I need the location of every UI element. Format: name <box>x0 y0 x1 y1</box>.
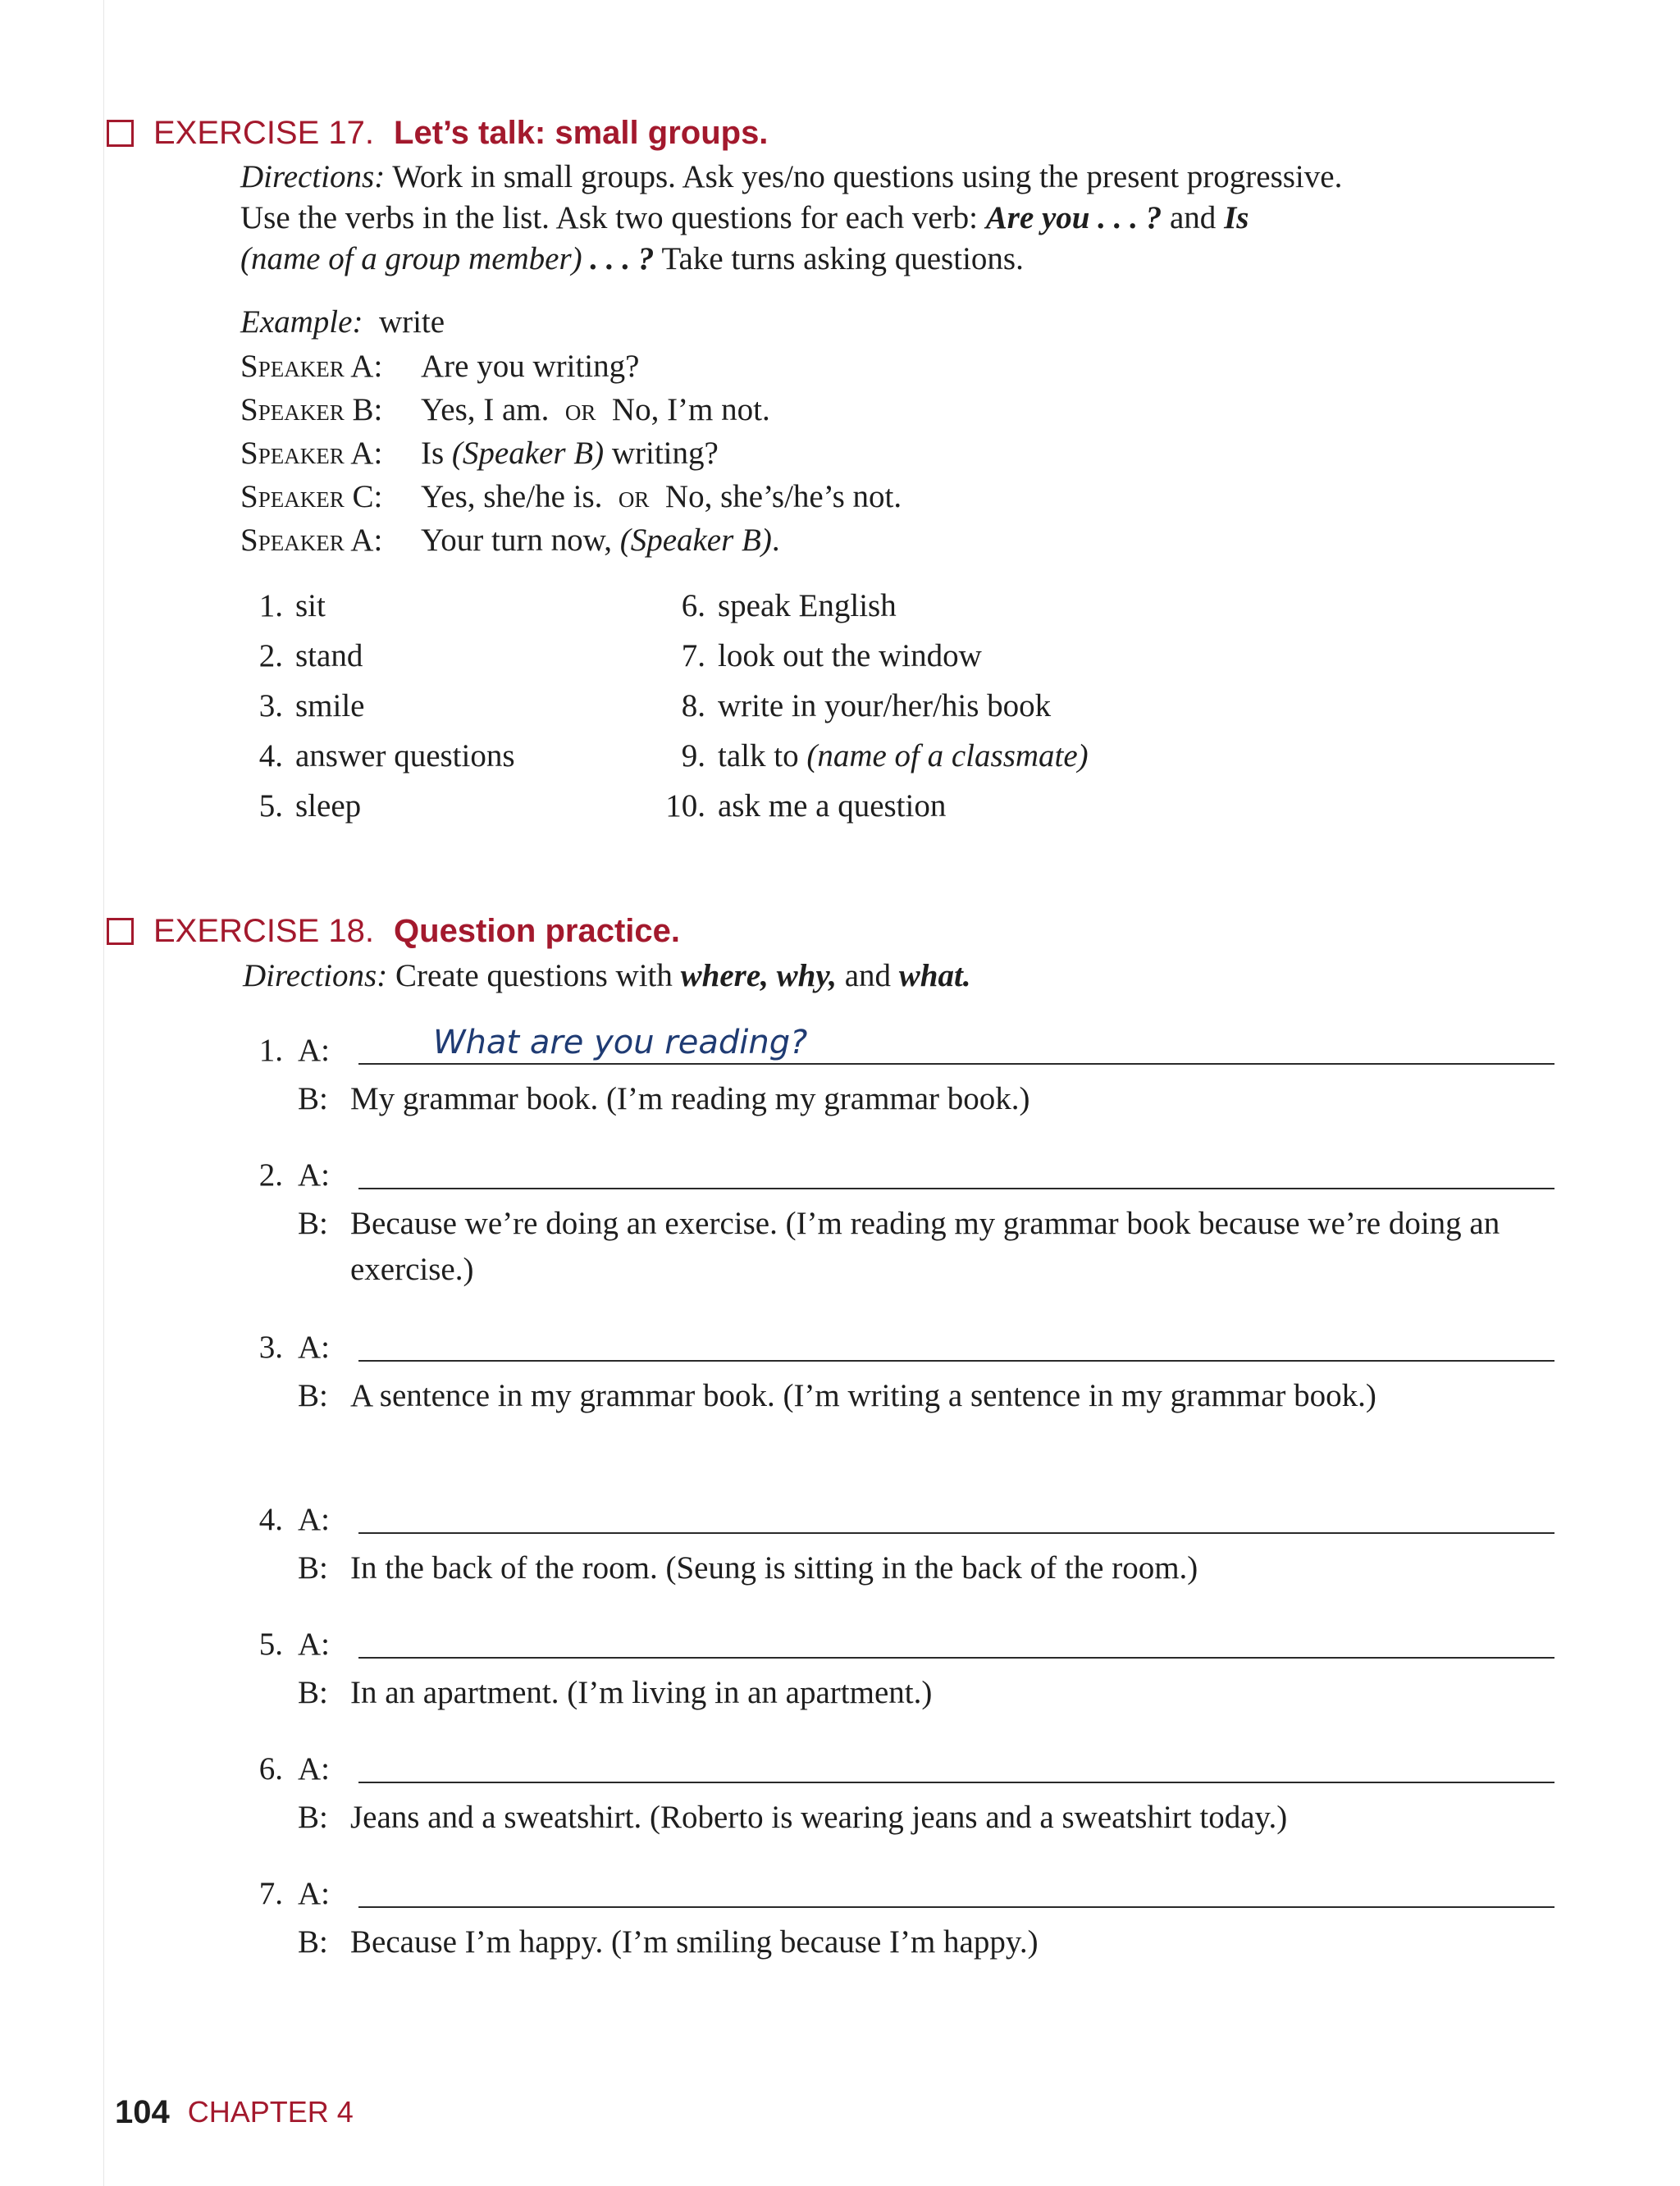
response-text: A sentence in my grammar book. (I’m writing a sentence in my grammar book.) <box>350 1378 1376 1413</box>
answer-blank-line[interactable] <box>358 1360 1554 1362</box>
a-label: A: <box>298 1876 330 1911</box>
answer-blank-line[interactable] <box>358 1532 1554 1534</box>
directions-line-3 <box>240 239 1342 280</box>
verb-item: write in your/her/his book <box>718 688 1052 723</box>
verb-number: 8. <box>681 688 705 723</box>
question-number: 7. <box>258 1876 283 1911</box>
speaker-label: Speaker A: <box>240 349 383 384</box>
dialogue-line-4 <box>240 477 902 518</box>
response-text: My grammar book. (I’m reading my grammar book.) <box>350 1081 1030 1116</box>
a-label: A: <box>298 1330 330 1365</box>
dialogue-text: Is <box>421 436 452 471</box>
dialogue-line-1 <box>240 346 639 387</box>
answer-blank-line[interactable] <box>358 1063 1554 1065</box>
example-line <box>240 302 445 343</box>
b-label: B: <box>298 1800 328 1835</box>
speaker-label: Speaker A: <box>240 436 383 471</box>
verb-number: 5. <box>258 788 283 824</box>
verb-item: sit <box>295 588 326 623</box>
dialogue-text: . <box>771 523 780 558</box>
b-label: B: <box>298 1924 328 1960</box>
exercise-18-title: Question practice. <box>394 912 680 949</box>
page-number: 104 <box>115 2093 170 2130</box>
verb-text: talk to <box>718 738 807 774</box>
question-number: 1. <box>258 1033 283 1068</box>
answer-blank-line[interactable] <box>358 1188 1554 1189</box>
exercise-17-number: EXERCISE 17. <box>153 114 375 151</box>
verb-number: 9. <box>681 738 705 774</box>
dialogue-text: Are you writing? <box>421 349 640 384</box>
or-word: or <box>618 479 650 514</box>
exercise-18-checkbox[interactable] <box>107 918 134 945</box>
a-label: A: <box>298 1157 330 1193</box>
question-number: 2. <box>258 1157 283 1193</box>
verb-item: sleep <box>295 788 362 824</box>
response-text: In the back of the room. (Seung is sitting in the back of the room.) <box>350 1550 1198 1586</box>
exercise-17-heading <box>107 112 768 153</box>
or-word: or <box>564 392 596 427</box>
are-you-phrase: Are you . . . ? <box>985 200 1162 235</box>
answer-blank-line[interactable] <box>358 1906 1554 1908</box>
answer-blank-line[interactable] <box>358 1782 1554 1783</box>
is-phrase: Is <box>1224 200 1249 235</box>
directions-text-2a: Use the verbs in the list. Ask two questions for each verb: <box>240 200 986 235</box>
answer-blank-line[interactable] <box>358 1657 1554 1659</box>
verb-number: 7. <box>681 638 705 673</box>
verb-item: answer questions <box>295 738 515 774</box>
directions-text-3c: Take turns asking questions. <box>654 241 1024 276</box>
dialogue-text: Yes, I am. <box>421 392 550 427</box>
why-word: why, <box>776 958 837 993</box>
verb-item: speak English <box>718 588 897 623</box>
directions-and: and <box>836 958 899 993</box>
a-label: A: <box>298 1502 330 1537</box>
speaker-label: Speaker C: <box>240 479 383 514</box>
answer-text[interactable]: What are you reading? <box>433 1024 808 1061</box>
exercise-17-title: Let’s talk: small groups. <box>394 114 769 151</box>
page-spine-shadow <box>103 0 104 2186</box>
verb-item: smile <box>295 688 365 723</box>
a-label: A: <box>298 1033 330 1068</box>
ellipsis-question: . . . ? <box>582 241 655 276</box>
response-text: In an apartment. (I’m living in an apartment.) <box>350 1675 933 1710</box>
b-label: B: <box>298 1206 328 1241</box>
directions-text-2c: and <box>1162 200 1225 235</box>
speaker-b-placeholder: (Speaker B) <box>451 436 605 471</box>
where-word: where, <box>680 958 769 993</box>
dialogue-line-2 <box>240 390 770 431</box>
verb-number: 2. <box>258 638 283 673</box>
dialogue-text: No, she’s/he’s not. <box>664 479 902 514</box>
b-label: B: <box>298 1378 328 1413</box>
directions-label: Directions: <box>240 159 386 194</box>
dialogue-text: Yes, she/he is. <box>421 479 603 514</box>
exercise-18-heading <box>107 910 680 952</box>
verb-number: 6. <box>681 588 705 623</box>
speaker-label: Speaker B: <box>240 392 383 427</box>
speaker-label: Speaker A: <box>240 523 383 558</box>
example-word: write <box>378 304 445 340</box>
question-number: 5. <box>258 1627 283 1662</box>
directions-text: Create questions with <box>395 958 681 993</box>
dialogue-text: writing? <box>604 436 719 471</box>
verb-item: look out the window <box>718 638 982 673</box>
response-text: Because I’m happy. (I’m smiling because I’m happy.) <box>350 1924 1039 1960</box>
question-number: 6. <box>258 1751 283 1787</box>
exercise-18-number: EXERCISE 18. <box>153 912 375 949</box>
b-label: B: <box>298 1550 328 1586</box>
what-word: what. <box>898 958 971 993</box>
verb-number: 4. <box>258 738 283 774</box>
page-footer <box>115 2092 354 2133</box>
verb-number: 10. <box>665 788 705 824</box>
directions-text-1: Work in small groups. Ask yes/no questions using the present progressive. <box>392 159 1343 194</box>
exercise-17-directions <box>240 157 1342 280</box>
verb-number: 3. <box>258 688 283 723</box>
dialogue-text: Your turn now, <box>421 523 620 558</box>
question-number: 3. <box>258 1330 283 1365</box>
a-label: A: <box>298 1751 330 1787</box>
verb-item <box>718 736 1089 777</box>
example-label: Example: <box>240 304 363 340</box>
b-label: B: <box>298 1081 328 1116</box>
group-member-phrase: (name of a group member) <box>240 241 582 276</box>
question-number: 4. <box>258 1502 283 1537</box>
verb-number: 1. <box>258 588 283 623</box>
verb-item: ask me a question <box>718 788 947 824</box>
chapter-label: CHAPTER 4 <box>187 2095 354 2129</box>
dialogue-line-5 <box>240 520 780 561</box>
exercise-17-checkbox[interactable] <box>107 120 134 147</box>
b-label: B: <box>298 1675 328 1710</box>
a-label: A: <box>298 1627 330 1662</box>
directions-line-1 <box>240 157 1342 198</box>
response-text: Jeans and a sweatshirt. (Roberto is wearing jeans and a sweatshirt today.) <box>350 1800 1288 1835</box>
exercise-18-directions <box>243 956 971 997</box>
directions-line-2 <box>240 198 1342 239</box>
dialogue-line-3 <box>240 433 719 474</box>
directions-label: Directions: <box>243 958 388 993</box>
classmate-placeholder: (name of a classmate) <box>806 738 1089 774</box>
dialogue-text: No, I’m not. <box>611 392 770 427</box>
response-text: Because we’re doing an exercise. (I’m reading my grammar book because we’re doing an exercise.) <box>350 1206 1500 1287</box>
speaker-b-placeholder: (Speaker B) <box>619 523 772 558</box>
verb-item: stand <box>295 638 363 673</box>
